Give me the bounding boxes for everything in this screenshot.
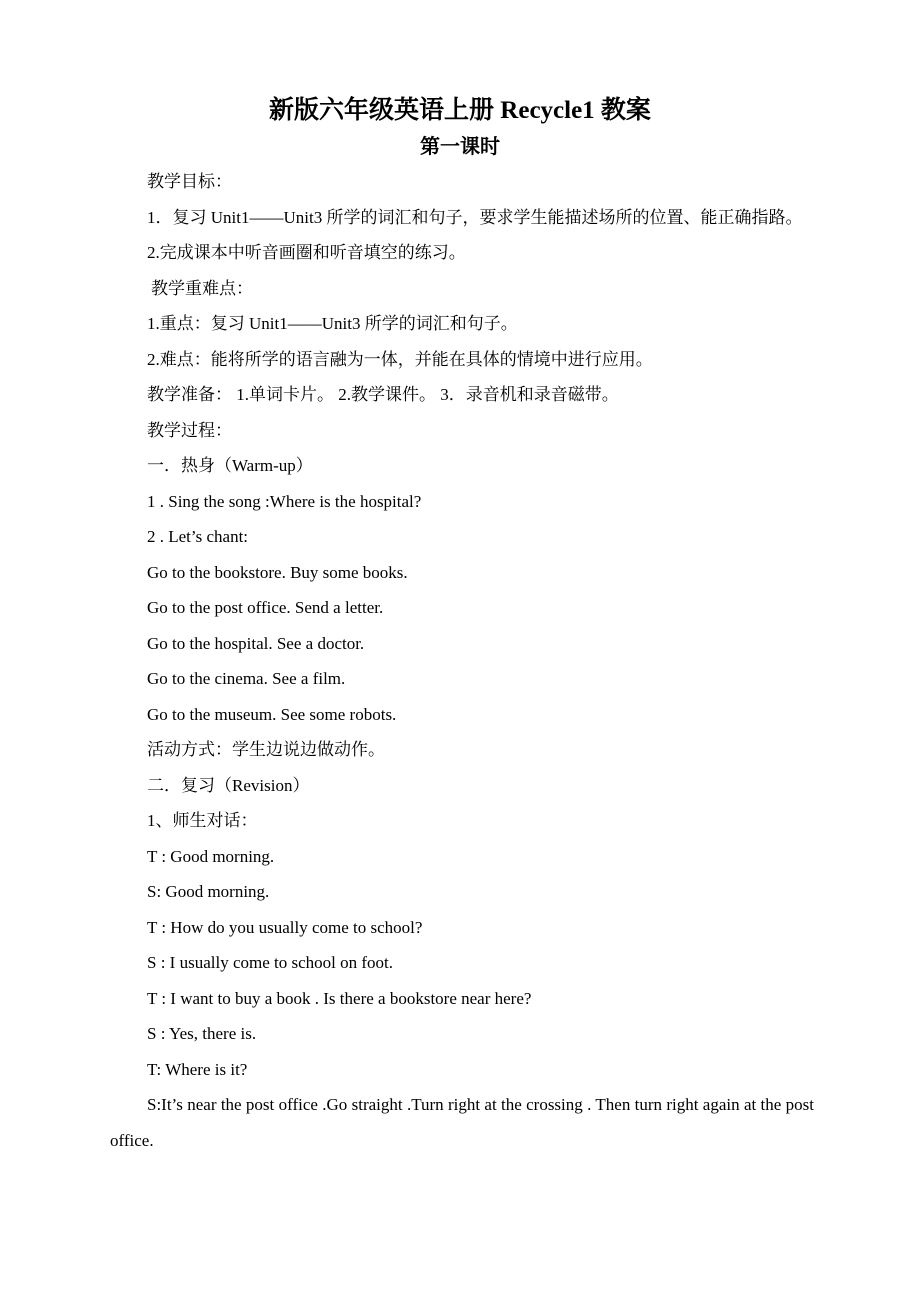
paragraph: 一．热身（Warm-up） — [147, 456, 313, 475]
paragraph: T : I want to buy a book . Is there a bookstore near here? — [147, 988, 532, 1008]
paragraph: 2 . Let’s chant: — [147, 527, 249, 546]
paragraph: 1、师生对话： — [147, 811, 258, 830]
paragraph: T : How do you usually come to school? — [147, 917, 423, 937]
paragraph: 1．复习 Unit1——Unit3 所学的词汇和句子，要求学生能描述场所的位置、能正确指路。 — [147, 207, 803, 227]
paragraph: 1.重点：复习 Unit1——Unit3 所学的词汇和句子。 — [147, 314, 518, 333]
paragraph: Go to the museum. See some robots. — [147, 704, 397, 724]
paragraph: S:It’s near the post office .Go straight .Turn right at the crossing . Then turn right again at the post office. — [110, 1095, 814, 1150]
paragraph: T : Good morning. — [147, 846, 275, 866]
document-title: 新版六年级英语上册 Recycle1 教案 — [269, 97, 651, 124]
paragraph: S: Good morning. — [147, 882, 270, 901]
paragraph: Go to the bookstore. Buy some books. — [147, 562, 408, 582]
paragraph: T: Where is it? — [147, 1059, 248, 1079]
paragraph: 教学过程： — [147, 420, 232, 440]
paragraph: 1 . Sing the song :Where is the hospital? — [147, 491, 422, 511]
paragraph: 2.完成课本中听音画圈和听音填空的练习。 — [147, 243, 466, 262]
paragraph: S : Yes, there is. — [147, 1024, 257, 1043]
paragraph: Go to the cinema. See a film. — [147, 669, 346, 688]
paragraph: 二．复习（Revision） — [147, 775, 310, 795]
paragraph: 教学重难点： — [151, 278, 253, 298]
paragraph: S : I usually come to school on foot. — [147, 953, 394, 972]
document-subtitle: 第一课时 — [420, 136, 500, 158]
paragraph: Go to the post office. Send a letter. — [147, 598, 384, 617]
paragraph: 2.难点：能将所学的语言融为一体，并能在具体的情境中进行应用。 — [147, 349, 653, 369]
paragraph: 教学准备： 1.单词卡片。 2.教学课件。 3．录音机和录音磁带。 — [147, 385, 619, 404]
document-body — [110, 164, 814, 1158]
paragraph: Go to the hospital. See a doctor. — [147, 633, 365, 653]
paragraph: 活动方式：学生边说边做动作。 — [147, 740, 385, 759]
paragraph: 教学目标： — [147, 172, 232, 191]
